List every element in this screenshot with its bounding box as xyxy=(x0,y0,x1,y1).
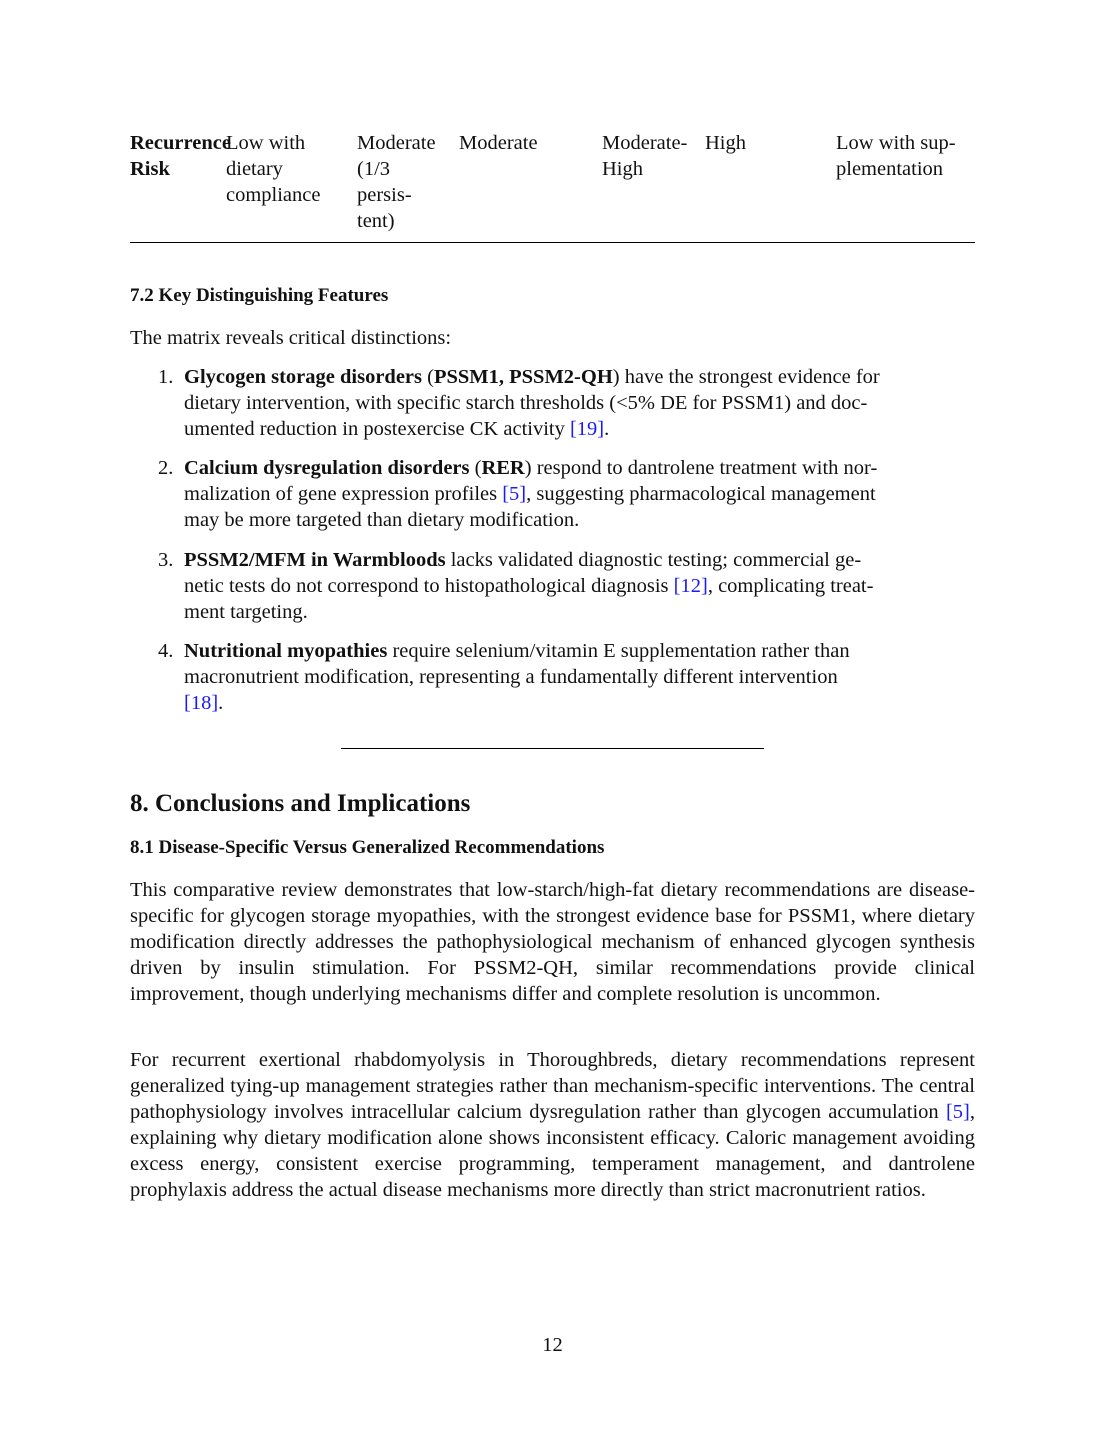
text-line: may be more targeted than dietary modification. xyxy=(184,509,580,531)
table-cell xyxy=(705,130,746,156)
text-line: ment targeting. xyxy=(184,601,308,623)
table-cell xyxy=(459,130,538,156)
bold-term: PSSM1, PSSM2-QH xyxy=(433,366,613,388)
text: , suggesting pharmacological management xyxy=(526,483,876,505)
cell-line: persis- xyxy=(357,184,412,206)
cell-line: Low with sup- xyxy=(836,132,956,154)
table-cell xyxy=(357,130,436,234)
cell-line: tent) xyxy=(357,210,395,232)
table-cell xyxy=(836,130,956,182)
bold-term: RER xyxy=(481,457,525,479)
text: umented reduction in postexercise CK activity xyxy=(184,418,565,440)
list-text xyxy=(184,638,975,716)
list-number: 2. xyxy=(158,457,174,479)
table-row-label xyxy=(130,130,231,182)
list-number: 4. xyxy=(158,640,174,662)
citation-link[interactable]: [18] xyxy=(184,692,219,714)
cell-line: High xyxy=(705,132,746,154)
cell-line: Low with xyxy=(226,132,306,154)
text-line: dietary intervention, with specific starch thresholds (<5% DE for PSSM1) and doc- xyxy=(184,392,868,414)
citation-link[interactable]: [5] xyxy=(945,1101,970,1123)
cell-line: (1/3 xyxy=(357,158,391,180)
table-fragment xyxy=(130,130,975,243)
bold-term: Calcium dysregulation disorders xyxy=(184,457,470,479)
cell-line: Moderate- xyxy=(602,132,688,154)
list-number: 3. xyxy=(158,549,174,571)
bold-term: Glycogen storage disorders xyxy=(184,366,422,388)
list-text xyxy=(184,547,975,625)
text-line: macronutrient modification, representing a fundamentally different intervention xyxy=(184,666,838,688)
text: malization of gene expression profiles xyxy=(184,483,498,505)
list-text xyxy=(184,455,975,533)
text: . xyxy=(604,418,610,440)
text: ( xyxy=(422,366,434,388)
cell-line: plementation xyxy=(836,158,944,180)
list-text xyxy=(184,364,975,442)
paragraph xyxy=(130,1047,975,1203)
text: ( xyxy=(469,457,482,479)
text: lacks validated diagnostic testing; commercial ge- xyxy=(445,549,862,571)
cell-line: Moderate xyxy=(357,132,436,154)
subsection-heading: 8.1 Disease-Specific Versus Generalized Recommendations xyxy=(130,837,605,858)
section-divider xyxy=(341,748,764,749)
row-label-line: Risk xyxy=(130,158,170,180)
text: ) have the strongest evidence for xyxy=(612,366,880,388)
table-cell xyxy=(226,130,320,208)
cell-line: Moderate xyxy=(459,132,538,154)
text: , explaining why dietary modification alone shows inconsistent efficacy. Caloric management avoiding excess energy, consistent exercise programming, temperament management, and dantrolene prophylaxis address the actual disease mechanisms more directly than strict macronutrient ratios. xyxy=(130,1101,975,1201)
text: For recurrent exertional rhabdomyolysis in Thoroughbreds, dietary recommendations represent generalized tying-up management strategies rather than mechanism-specific interventions. The central pathophysiology involves intracellular calcium dysregulation rather than glycogen accumulation xyxy=(130,1049,975,1123)
citation-link[interactable]: [12] xyxy=(673,575,708,597)
text: ) respond to dantrolene treatment with nor- xyxy=(524,457,878,479)
text: , complicating treat- xyxy=(707,575,874,597)
row-label-line: Recurrence xyxy=(130,132,231,154)
text: netic tests do not correspond to histopathological diagnosis xyxy=(184,575,669,597)
subsection-heading: 7.2 Key Distinguishing Features xyxy=(130,285,389,306)
bold-term: PSSM2/MFM in Warmbloods xyxy=(184,549,446,571)
cell-line: High xyxy=(602,158,643,180)
list-number: 1. xyxy=(158,366,174,388)
cell-line: compliance xyxy=(226,184,321,206)
citation-link[interactable]: [19] xyxy=(569,418,605,440)
bold-term: Nutritional myopathies xyxy=(184,640,388,662)
citation-link[interactable]: [5] xyxy=(502,483,527,505)
paragraph: This comparative review demonstrates that low-starch/high-fat dietary recommendations are disease-specific for glycogen storage myopathies, with the strongest evidence base for PSSM1, where dietary modification directly addresses the pathophysiological mechanism of enhanced glycogen synthesis driven by insulin stimulation. For PSSM2-QH, similar recommendations provide clinical improvement, though underlying mechanisms differ and complete resolution is uncommon. xyxy=(130,879,975,1005)
text: require selenium/vitamin E supplementation rather than xyxy=(387,640,850,662)
page-number: 12 xyxy=(542,1334,563,1356)
paragraph: The matrix reveals critical distinctions: xyxy=(130,327,452,349)
table-cell xyxy=(602,130,687,182)
cell-line: dietary xyxy=(226,158,283,180)
section-heading: 8. Conclusions and Implications xyxy=(130,790,471,817)
text: . xyxy=(218,692,224,714)
